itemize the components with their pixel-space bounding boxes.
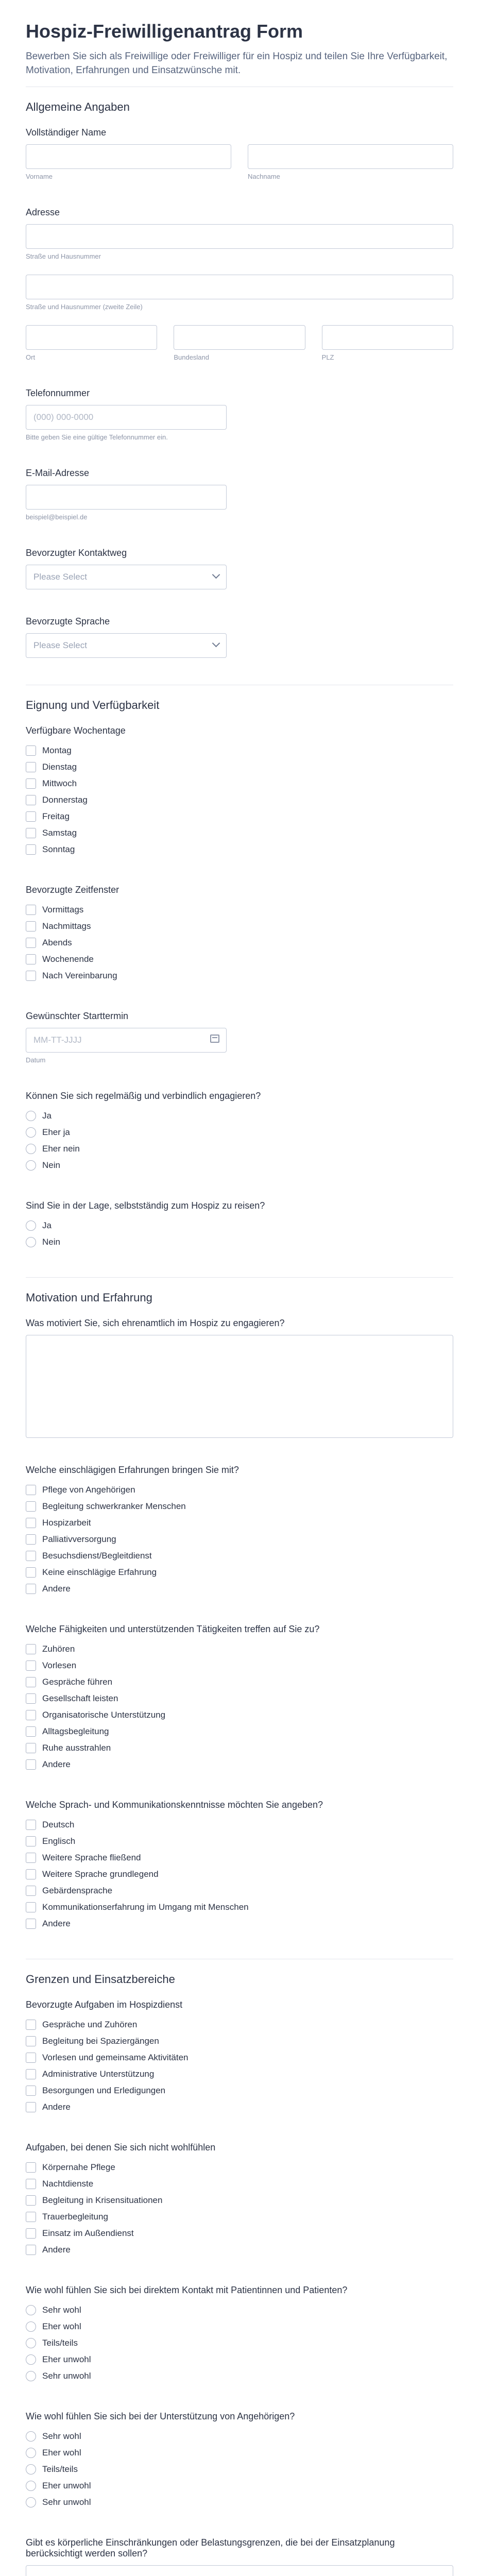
radio-option[interactable] — [26, 2428, 453, 2445]
checkbox-option[interactable] — [26, 775, 453, 792]
section-title-motivation: Motivation und Erfahrung — [26, 1291, 152, 1304]
last-name-sub: Nachname — [248, 173, 280, 180]
days-label: Verfügbare Wochentage — [26, 725, 126, 736]
tasks-field — [0, 1999, 479, 2115]
option-label: Kommunikationserfahrung im Umgang mit Menschen — [42, 1902, 249, 1912]
option-label: Abends — [42, 938, 72, 947]
option-label: Gespräche führen — [42, 1677, 113, 1687]
city-sub: Ort — [26, 353, 36, 361]
checkbox[interactable] — [26, 2212, 36, 2222]
option-label: Andere — [42, 1759, 71, 1769]
checkbox-option[interactable] — [26, 935, 453, 951]
option-label: Ja — [42, 1221, 52, 1230]
checkbox-option[interactable] — [26, 841, 453, 858]
option-label: Sehr wohl — [42, 2305, 81, 2315]
checkbox-option[interactable] — [26, 1883, 453, 1899]
email-label: E-Mail-Adresse — [26, 468, 90, 478]
phone-sub: Bitte geben Sie eine gültige Telefonnummer ein. — [26, 433, 168, 441]
option-label: Zuhören — [42, 1644, 75, 1654]
checkbox-option[interactable] — [26, 1850, 453, 1866]
option-label: Nachmittags — [42, 921, 91, 931]
radio-option[interactable] — [26, 1217, 453, 1234]
checkbox[interactable] — [26, 778, 36, 789]
skills-label: Welche Fähigkeiten und unterstützenden Tätigkeiten treffen auf Sie zu? — [26, 1624, 320, 1634]
checkbox[interactable] — [26, 2195, 36, 2206]
travel-field — [0, 1200, 479, 1250]
name-field — [0, 127, 479, 180]
checkbox-option[interactable] — [26, 2225, 453, 2242]
radio-option[interactable] — [26, 1108, 453, 1124]
radio-button[interactable] — [26, 2464, 36, 2475]
section-title-general: Allgemeine Angaben — [26, 100, 130, 113]
avoid-field — [0, 2142, 479, 2258]
checkbox[interactable] — [26, 971, 36, 981]
checkbox-option[interactable] — [26, 1531, 453, 1548]
relatives-label: Wie wohl fühlen Sie sich bei der Unterstützung von Angehörigen? — [26, 2411, 295, 2421]
checkbox-option[interactable] — [26, 1916, 453, 1932]
option-label: Eher ja — [42, 1127, 70, 1137]
option-label: Andere — [42, 2245, 71, 2255]
checkbox[interactable] — [26, 1518, 36, 1528]
radio-option[interactable] — [26, 2351, 453, 2368]
checkbox-option[interactable] — [26, 2192, 453, 2209]
form-description: Bewerben Sie sich als Freiwillige oder Freiwilliger für ein Hospiz und teilen Sie Ihre Verfügbarkeit, Motivation, Erfahrungen und Einsatzwünsche mit. — [26, 51, 448, 76]
radio-button[interactable] — [26, 1111, 36, 1121]
checkbox[interactable] — [26, 1919, 36, 1929]
zip-sub: PLZ — [321, 353, 334, 361]
checkbox[interactable] — [26, 1677, 36, 1687]
contact-select[interactable] — [26, 565, 227, 589]
radio-option[interactable] — [26, 1234, 453, 1250]
tasks-options — [26, 2016, 453, 2115]
radio-button[interactable] — [26, 2354, 36, 2365]
times-options — [26, 902, 453, 984]
option-label: Gesellschaft leisten — [42, 1693, 118, 1703]
option-label: Einsatz im Außendienst — [42, 2228, 134, 2238]
street2-sub: Straße und Hausnummer (zweite Zeile) — [26, 303, 143, 311]
section-title-boundaries: Grenzen und Einsatzbereiche — [26, 1973, 175, 1986]
patients-label: Wie wohl fühlen Sie sich bei direktem Kontakt mit Patientinnen und Patienten? — [26, 2285, 348, 2295]
radio-button[interactable] — [26, 2481, 36, 2491]
checkbox[interactable] — [26, 1836, 36, 1846]
checkbox-option[interactable] — [26, 1641, 453, 1657]
checkbox[interactable] — [26, 1534, 36, 1545]
checkbox[interactable] — [26, 2179, 36, 2189]
checkbox[interactable] — [26, 1869, 36, 1879]
option-label: Donnerstag — [42, 795, 88, 805]
start-date-field — [0, 1011, 479, 1064]
checkbox[interactable] — [26, 1567, 36, 1578]
phone-field — [0, 388, 479, 441]
checkbox[interactable] — [26, 1660, 36, 1671]
option-label: Sonntag — [42, 844, 75, 854]
checkbox-option[interactable] — [26, 759, 453, 775]
option-label: Samstag — [42, 828, 77, 838]
phone-label: Telefonnummer — [26, 388, 90, 398]
radio-option[interactable] — [26, 2335, 453, 2351]
radio-button[interactable] — [26, 2497, 36, 2507]
option-label: Pflege von Angehörigen — [42, 1485, 135, 1495]
option-label: Englisch — [42, 1836, 76, 1846]
radio-button[interactable] — [26, 2305, 36, 2315]
checkbox-option[interactable] — [26, 1866, 453, 1883]
street2-input[interactable] — [26, 275, 453, 299]
language-field — [0, 616, 479, 658]
checkbox[interactable] — [26, 1551, 36, 1561]
option-label: Vormittags — [42, 905, 84, 914]
skills-options — [26, 1641, 453, 1773]
checkbox-option[interactable] — [26, 792, 453, 808]
state-input[interactable] — [174, 325, 305, 350]
checkbox[interactable] — [26, 2228, 36, 2239]
start-date-input[interactable] — [26, 1028, 227, 1053]
why-label: Was motiviert Sie, sich ehrenamtlich im Hospiz zu engagieren? — [26, 1318, 285, 1328]
travel-options — [26, 1217, 453, 1250]
checkbox[interactable] — [26, 1886, 36, 1896]
option-label: Gebärdensprache — [42, 1886, 113, 1895]
address-label: Adresse — [26, 207, 60, 217]
contact-label: Bevorzugter Kontaktweg — [26, 548, 127, 558]
checkbox-option[interactable] — [26, 2159, 453, 2176]
radio-option[interactable] — [26, 1124, 453, 1141]
checkbox-option[interactable] — [26, 808, 453, 825]
checkbox[interactable] — [26, 1710, 36, 1720]
checkbox[interactable] — [26, 2069, 36, 2079]
relatives-field — [0, 2411, 479, 2511]
checkbox-option[interactable] — [26, 2066, 453, 2082]
zip-input[interactable] — [322, 325, 453, 350]
travel-label: Sind Sie in der Lage, selbstständig zum Hospiz zu reisen? — [26, 1200, 265, 1211]
checkbox-option[interactable] — [26, 2209, 453, 2225]
option-label: Vorlesen und gemeinsame Aktivitäten — [42, 2053, 189, 2062]
relatives-options — [26, 2428, 453, 2511]
checkbox[interactable] — [26, 2102, 36, 2112]
language-select-value: Please Select — [33, 640, 87, 650]
checkbox[interactable] — [26, 1743, 36, 1753]
checkbox[interactable] — [26, 811, 36, 822]
checkbox-option[interactable] — [26, 968, 453, 984]
radio-option[interactable] — [26, 2368, 453, 2384]
radio-button[interactable] — [26, 2321, 36, 2332]
email-field — [0, 468, 479, 521]
start-date-label: Gewünschter Starttermin — [26, 1011, 129, 1021]
radio-button[interactable] — [26, 1160, 36, 1171]
radio-button[interactable] — [26, 2371, 36, 2381]
option-label: Organisatorische Unterstützung — [42, 1710, 166, 1720]
checkbox[interactable] — [26, 905, 36, 915]
option-label: Administrative Unterstützung — [42, 2069, 155, 2079]
limits-label: Gibt es körperliche Einschränkungen oder Belastungsgrenzen, die bei der Einsatzplanung berücksichtigt werden sollen? — [26, 2537, 395, 2558]
option-label: Andere — [42, 1584, 71, 1594]
checkbox-option[interactable] — [26, 2099, 453, 2115]
checkbox[interactable] — [26, 1726, 36, 1737]
option-label: Eher wohl — [42, 2321, 81, 2331]
option-label: Gespräche und Zuhören — [42, 2020, 138, 2029]
checkbox-option[interactable] — [26, 1515, 453, 1531]
checkbox[interactable] — [26, 1584, 36, 1594]
radio-option[interactable] — [26, 2461, 453, 2478]
option-label: Hospizarbeit — [42, 1518, 91, 1528]
tasks-label: Bevorzugte Aufgaben im Hospizdienst — [26, 1999, 183, 2010]
commit-options — [26, 1108, 453, 1174]
checkbox[interactable] — [26, 1485, 36, 1495]
option-label: Eher unwohl — [42, 2481, 91, 2490]
option-label: Freitag — [42, 811, 70, 821]
option-label: Teils/teils — [42, 2464, 78, 2474]
checkbox[interactable] — [26, 745, 36, 756]
city-input[interactable] — [26, 325, 157, 350]
limits-textarea[interactable] — [26, 2565, 453, 2576]
contact-select-value: Please Select — [33, 572, 87, 582]
patients-field — [0, 2285, 479, 2384]
checkbox-option[interactable] — [26, 2033, 453, 2049]
option-label: Eher nein — [42, 1144, 80, 1154]
radio-button[interactable] — [26, 2431, 36, 2442]
checkbox-option[interactable] — [26, 1564, 453, 1581]
checkbox-option[interactable] — [26, 1674, 453, 1690]
option-label: Keine einschlägige Erfahrung — [42, 1567, 157, 1577]
option-label: Nach Vereinbarung — [42, 971, 117, 980]
form-header — [0, 0, 479, 87]
first-name-sub: Vorname — [26, 173, 53, 180]
option-label: Besorgungen und Erledigungen — [42, 2086, 166, 2095]
languages-label: Welche Sprach- und Kommunikationskenntnisse möchten Sie angeben? — [26, 1800, 323, 1810]
checkbox[interactable] — [26, 921, 36, 931]
checkbox[interactable] — [26, 1644, 36, 1654]
phone-input[interactable] — [26, 405, 227, 430]
first-name-input[interactable] — [26, 144, 231, 169]
checkbox-option[interactable] — [26, 1548, 453, 1564]
languages-options — [26, 1817, 453, 1932]
street1-input[interactable] — [26, 224, 453, 249]
checkbox-option[interactable] — [26, 1581, 453, 1597]
checkbox[interactable] — [26, 2020, 36, 2030]
checkbox[interactable] — [26, 1693, 36, 1704]
checkbox[interactable] — [26, 762, 36, 772]
radio-button[interactable] — [26, 2338, 36, 2348]
option-label: Nachtdienste — [42, 2179, 94, 2189]
checkbox-option[interactable] — [26, 1482, 453, 1498]
radio-option[interactable] — [26, 1157, 453, 1174]
patients-options — [26, 2302, 453, 2384]
checkbox[interactable] — [26, 954, 36, 964]
radio-button[interactable] — [26, 1237, 36, 1247]
contact-field — [0, 548, 479, 589]
checkbox[interactable] — [26, 2245, 36, 2255]
option-label: Andere — [42, 1919, 71, 1928]
why-field — [0, 1318, 479, 1438]
option-label: Sehr wohl — [42, 2431, 81, 2441]
checkbox[interactable] — [26, 1759, 36, 1770]
checkbox-option[interactable] — [26, 902, 453, 918]
option-label: Mittwoch — [42, 778, 77, 788]
section-title-availability: Eignung und Verfügbarkeit — [26, 699, 160, 711]
option-label: Teils/teils — [42, 2338, 78, 2348]
option-label: Begleitung in Krisensituationen — [42, 2195, 163, 2205]
checkbox-option[interactable] — [26, 1723, 453, 1740]
radio-option[interactable] — [26, 2494, 453, 2511]
checkbox[interactable] — [26, 844, 36, 855]
last-name-input[interactable] — [248, 144, 453, 169]
avoid-label: Aufgaben, bei denen Sie sich nicht wohlfühlen — [26, 2142, 216, 2153]
option-label: Dienstag — [42, 762, 77, 772]
checkbox-option[interactable] — [26, 951, 453, 968]
option-label: Alltagsbegleitung — [42, 1726, 109, 1736]
start-date-sub: Datum — [26, 1056, 46, 1064]
radio-option[interactable] — [26, 2478, 453, 2494]
checkbox-option[interactable] — [26, 2082, 453, 2099]
option-label: Vorlesen — [42, 1660, 77, 1670]
limits-field — [0, 2537, 479, 2576]
option-label: Montag — [42, 745, 72, 755]
checkbox-option[interactable] — [26, 2049, 453, 2066]
checkbox[interactable] — [26, 2036, 36, 2046]
option-label: Ruhe ausstrahlen — [42, 1743, 111, 1753]
option-label: Sehr unwohl — [42, 2371, 91, 2381]
times-field — [0, 885, 479, 984]
chevron-down-icon — [212, 639, 220, 648]
checkbox[interactable] — [26, 828, 36, 838]
option-label: Eher unwohl — [42, 2354, 91, 2364]
experience-label: Welche einschlägigen Erfahrungen bringen Sie mit? — [26, 1465, 239, 1475]
language-label: Bevorzugte Sprache — [26, 616, 110, 626]
address-field — [0, 207, 479, 361]
checkbox[interactable] — [26, 938, 36, 948]
name-label: Vollständiger Name — [26, 127, 107, 138]
checkbox-option[interactable] — [26, 1756, 453, 1773]
option-label: Eher wohl — [42, 2448, 81, 2458]
why-textarea[interactable] — [26, 1335, 453, 1438]
email-sub: beispiel@beispiel.de — [26, 513, 88, 521]
checkbox[interactable] — [26, 2162, 36, 2173]
checkbox[interactable] — [26, 2086, 36, 2096]
checkbox-option[interactable] — [26, 825, 453, 841]
languages-field — [0, 1800, 479, 1932]
option-label: Palliativversorgung — [42, 1534, 116, 1544]
days-field — [0, 725, 479, 858]
checkbox-option[interactable] — [26, 2016, 453, 2033]
checkbox[interactable] — [26, 1853, 36, 1863]
option-label: Nein — [42, 1160, 60, 1170]
checkbox-option[interactable] — [26, 1707, 453, 1723]
option-label: Ja — [42, 1111, 52, 1121]
skills-field — [0, 1624, 479, 1773]
checkbox-option[interactable] — [26, 1657, 453, 1674]
radio-button[interactable] — [26, 1221, 36, 1231]
experience-options — [26, 1482, 453, 1597]
checkbox-option[interactable] — [26, 1740, 453, 1756]
option-label: Deutsch — [42, 1820, 75, 1829]
radio-button[interactable] — [26, 2448, 36, 2458]
radio-button[interactable] — [26, 1127, 36, 1138]
checkbox-option[interactable] — [26, 1899, 453, 1916]
checkbox-option[interactable] — [26, 1498, 453, 1515]
option-label: Körpernahe Pflege — [42, 2162, 115, 2172]
state-sub: Bundesland — [174, 353, 209, 361]
street1-sub: Straße und Hausnummer — [26, 252, 101, 260]
checkbox-option[interactable] — [26, 918, 453, 935]
checkbox-option[interactable] — [26, 2176, 453, 2192]
radio-option[interactable] — [26, 2318, 453, 2335]
option-label: Weitere Sprache fließend — [42, 1853, 141, 1862]
times-label: Bevorzugte Zeitfenster — [26, 885, 119, 895]
option-label: Andere — [42, 2102, 71, 2112]
experience-field — [0, 1465, 479, 1597]
checkbox[interactable] — [26, 1501, 36, 1512]
checkbox[interactable] — [26, 795, 36, 805]
chevron-down-icon — [212, 571, 220, 579]
avoid-options — [26, 2159, 453, 2258]
option-label: Begleitung bei Spaziergängen — [42, 2036, 159, 2046]
option-label: Wochenende — [42, 954, 94, 964]
checkbox-option[interactable] — [26, 2242, 453, 2258]
calendar-icon[interactable] — [210, 1035, 219, 1043]
radio-option[interactable] — [26, 2302, 453, 2318]
radio-option[interactable] — [26, 2445, 453, 2461]
radio-option[interactable] — [26, 1141, 453, 1157]
checkbox-option[interactable] — [26, 1817, 453, 1833]
commit-label: Können Sie sich regelmäßig und verbindlich engagieren? — [26, 1091, 261, 1101]
language-select[interactable] — [26, 633, 227, 658]
radio-button[interactable] — [26, 1144, 36, 1154]
option-label: Sehr unwohl — [42, 2497, 91, 2507]
option-label: Besuchsdienst/Begleitdienst — [42, 1551, 152, 1561]
checkbox[interactable] — [26, 2053, 36, 2063]
commit-field — [0, 1091, 479, 1174]
checkbox-option[interactable] — [26, 1833, 453, 1850]
form-title: Hospiz-Freiwilligenantrag Form — [26, 21, 303, 42]
checkbox[interactable] — [26, 1902, 36, 1912]
email-input[interactable] — [26, 485, 227, 510]
days-options — [26, 742, 453, 858]
checkbox-option[interactable] — [26, 1690, 453, 1707]
option-label: Trauerbegleitung — [42, 2212, 108, 2222]
option-label: Weitere Sprache grundlegend — [42, 1869, 159, 1879]
checkbox-option[interactable] — [26, 742, 453, 759]
option-label: Begleitung schwerkranker Menschen — [42, 1501, 186, 1511]
option-label: Nein — [42, 1237, 60, 1247]
checkbox[interactable] — [26, 1820, 36, 1830]
